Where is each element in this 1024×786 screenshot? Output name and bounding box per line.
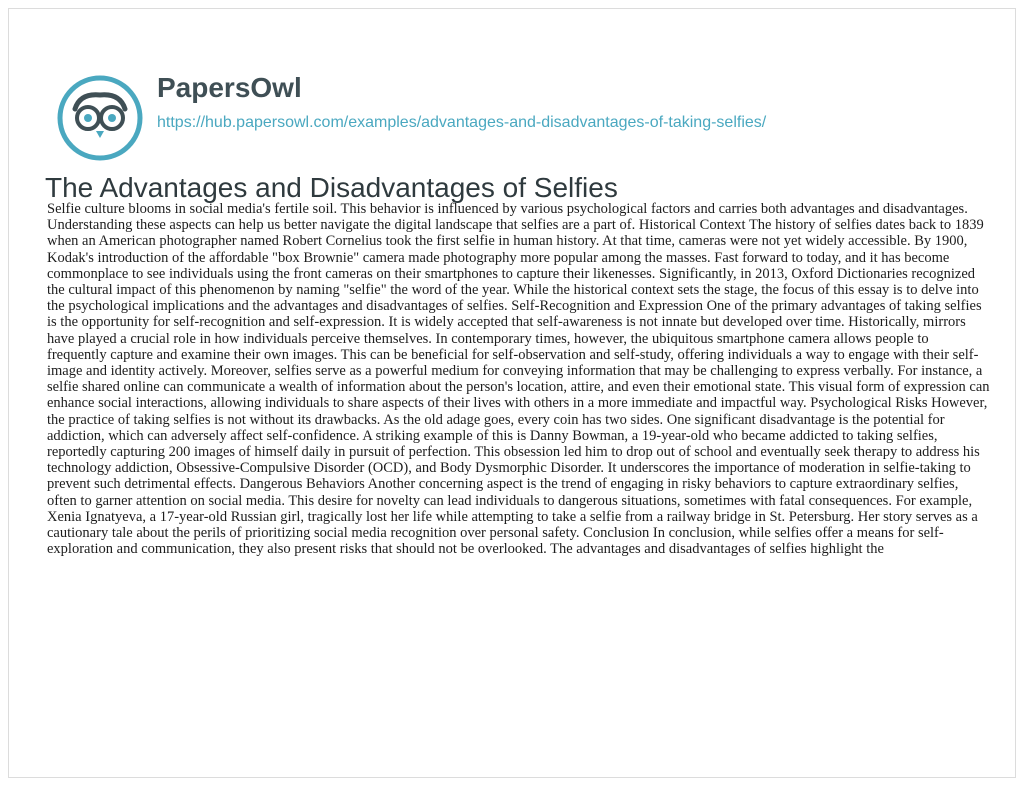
essay-title: The Advantages and Disadvantages of Selfies <box>45 172 618 203</box>
brand-name: PapersOwl <box>157 72 302 103</box>
essay-body: Selfie culture blooms in social media's fertile soil. This behavior is influenced by various psychological factors and carries both advantages and disadvantages. Understanding these aspects can help us better navigate the digital landscape that selfies are a part of. Historical Context The history of selfies dates back to 1839 when an American photographer named Robert Cornelius took the first selfie in human history. At that time, cameras were not yet widely accessible. By 1900, Kodak's introduction of the affordable "box Brownie" camera made photography more popular among the masses. Fast forward to today, and it has become commonplace to see individuals using the front cameras on their smartphones to capture their likenesses. Significantly, in 2013, Oxford Dictionaries recognized the cultural impact of this phenomenon by naming "selfie" the word of the year. While the historical context sets the stage, the focus of this essay is to delve into the psychological implications and the advantages and disadvantages of selfies. Self-Recognition and Expression One of the primary advantages of taking selfies is the opportunity for self-recognition and self-expression. It is widely accepted that self-awareness is not innate but developed over time. Historically, mirrors have played a crucial role in how individuals perceive themselves. In contemporary times, however, the ubiquitous smartphone camera allows people to frequently capture and examine their own images. This can be beneficial for self-observation and self-study, offering individuals a way to engage with their self-image and identity actively. Moreover, selfies serve as a powerful medium for conveying information that may be challenging to express verbally. For instance, a selfie shared online can communicate a wealth of information about the person's location, attire, and even their emotional state. This visual form of expression can enhance social interactions, allowing individuals to share aspects of their lives with others in a more immediate and impactful way. Psychological Risks However, the practice of taking selfies is not without its drawbacks. As the old adage goes, every coin has two sides. One significant disadvantage is the potential for addiction, which can adversely affect self-confidence. A striking example of this is Danny Bowman, a 19-year-old who became addicted to taking selfies, reportedly capturing 200 images of himself daily in pursuit of perfection. This obsession led him to drop out of school and eventually seek therapy to address his technology addiction, Obsessive-Compulsive Disorder (OCD), and Body Dysmorphic Disorder. It underscores the importance of moderation in selfie-taking to prevent such detrimental effects. Dangerous Behaviors Another concerning aspect is the trend of engaging in risky behaviors to capture extraordinary selfies, often to garner attention on social media. This desire for novelty can lead individuals to dangerous situations, sometimes with fatal consequences. For example, Xenia Ignatyeva, a 17-year-old Russian girl, tragically lost her life while attempting to take a selfie from a railway bridge in St. Petersburg. Her story serves as a cautionary tale about the perils of prioritizing social media recognition over personal safety. Conclusion In conclusion, while selfies offer a means for self-exploration and communication, they also present risks that should not be overlooked. The advantages and disadvantages of selfies highlight the <box>47 201 990 558</box>
document-page <box>8 8 1016 778</box>
source-url-link[interactable]: https://hub.papersowl.com/examples/advantages-and-disadvantages-of-taking-selfies/ <box>157 114 767 131</box>
owl-logo-icon <box>57 75 143 161</box>
